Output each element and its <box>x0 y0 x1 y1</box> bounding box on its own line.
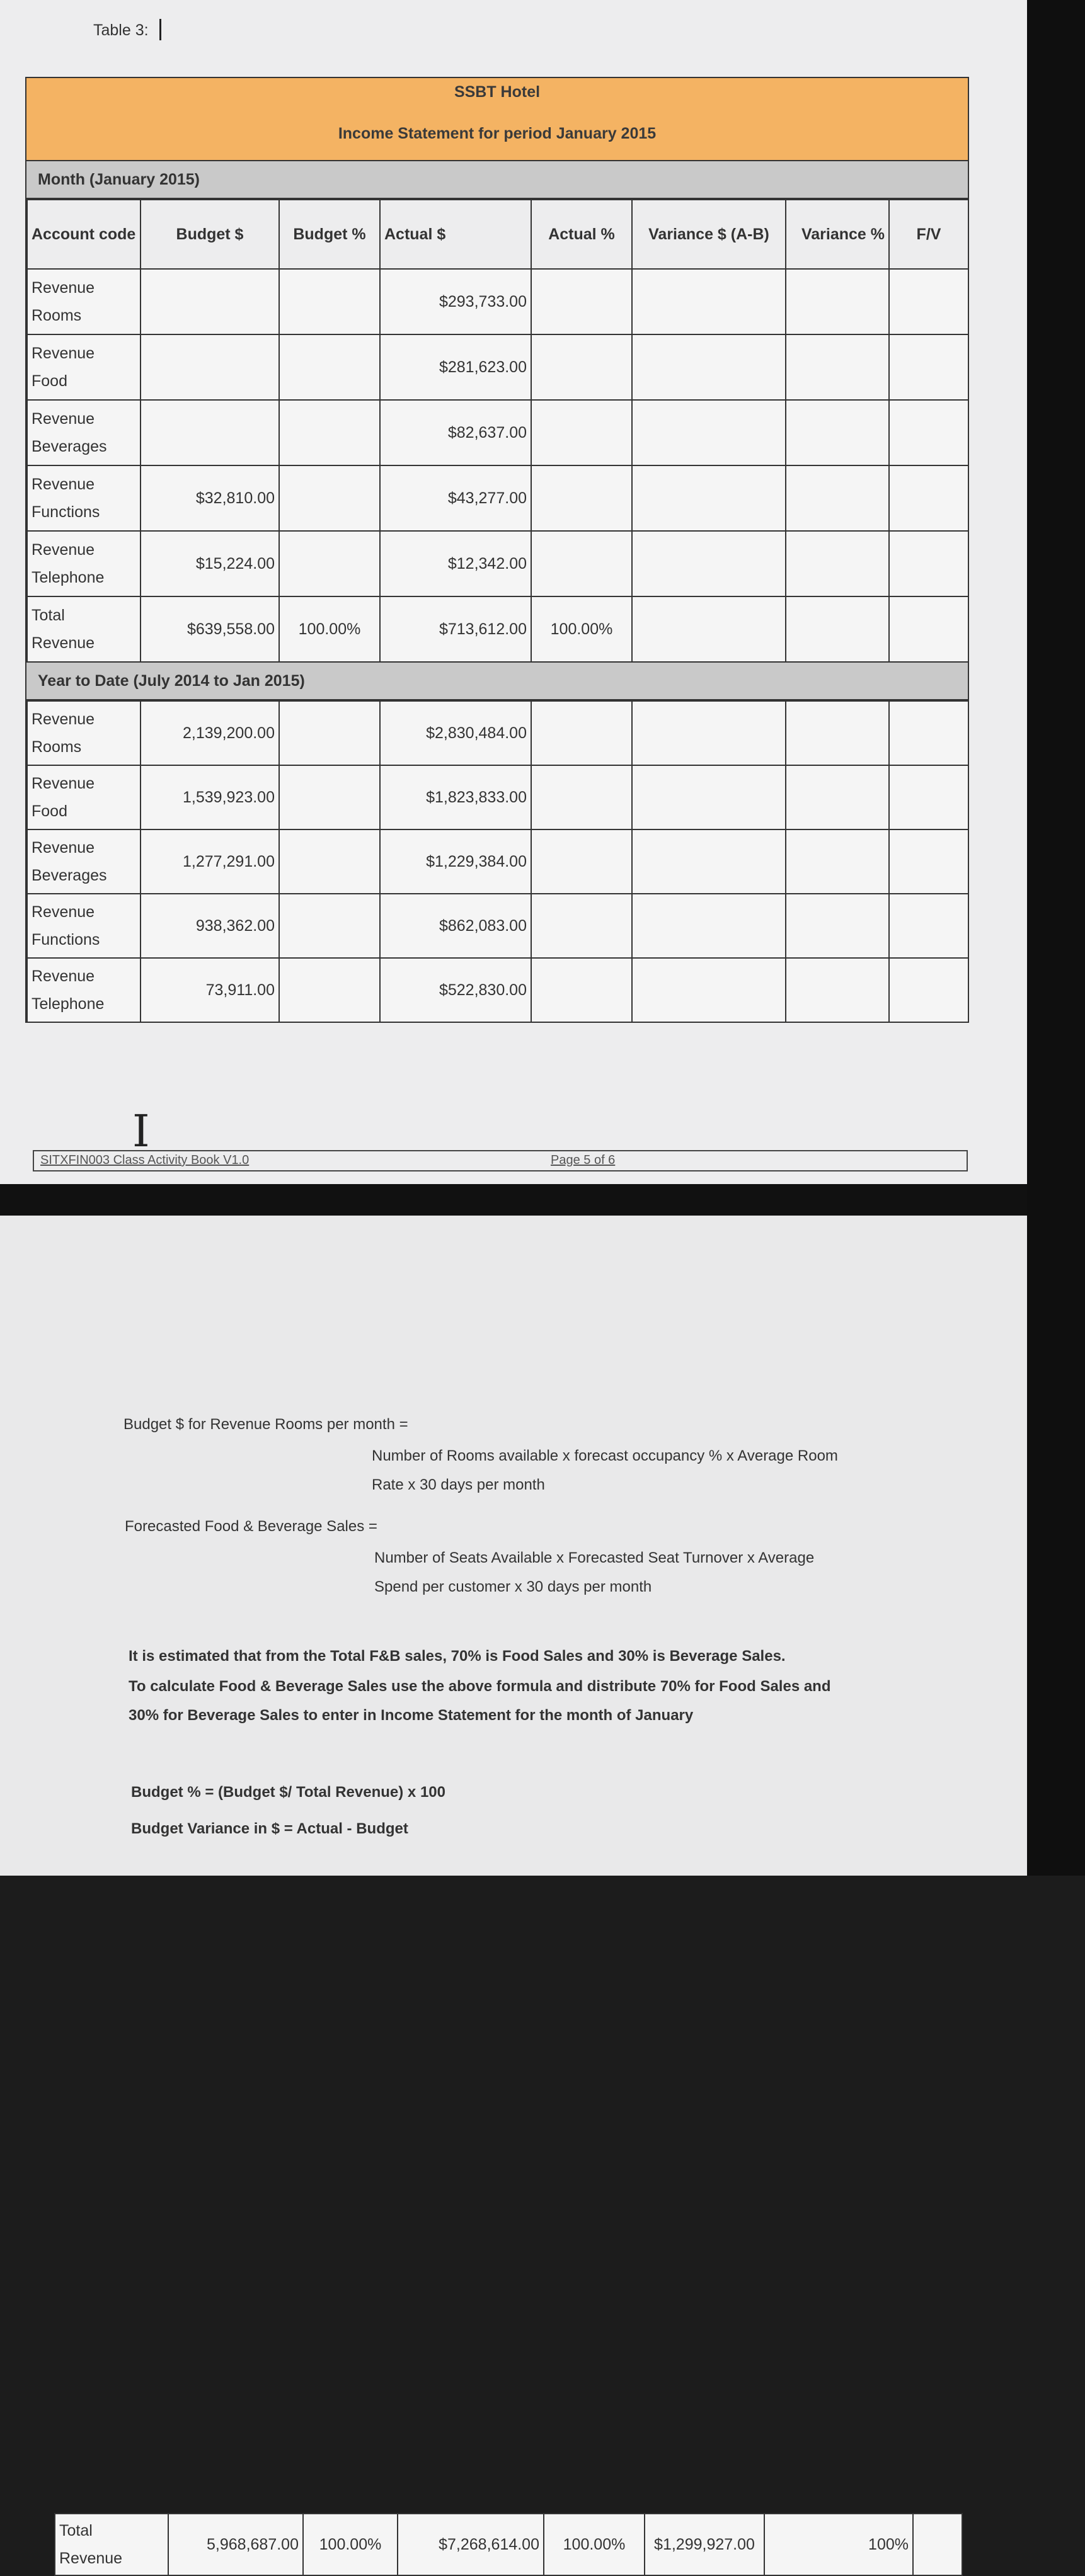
ytd-row-actual: $862,083.00 <box>380 894 531 958</box>
rooms-formula-line-1: Number of Rooms available x forecast occupancy % x Average Room <box>372 1447 838 1464</box>
ytd-total-fv <box>913 2514 962 2575</box>
month-row-actual: $43,277.00 <box>380 465 531 531</box>
month-row-actual-pct <box>531 334 632 400</box>
footer-page-number: Page 5 of 6 <box>551 1153 616 1167</box>
fb-formula-line-2: Spend per customer x 30 days per month <box>374 1578 652 1595</box>
month-row-variance <box>632 465 786 531</box>
budget-pct-formula: Budget % = (Budget $/ Total Revenue) x 100 <box>131 1784 445 1801</box>
ytd-row-fv <box>889 829 968 894</box>
ytd-row <box>27 765 968 829</box>
month-section-header: Month (January 2015) <box>26 161 968 199</box>
ytd-row-budget-pct <box>279 958 380 1022</box>
month-row-budget-pct <box>279 465 380 531</box>
ytd-row-variance-pct <box>786 701 889 765</box>
month-row-budget <box>141 269 279 334</box>
month-row-variance-pct <box>786 465 889 531</box>
month-row-actual-pct: 100.00% <box>531 596 632 662</box>
ytd-row-budget-pct <box>279 894 380 958</box>
ytd-row-budget-pct <box>279 701 380 765</box>
ytd-row-account: Revenue Functions <box>27 894 141 958</box>
month-row-actual-pct <box>531 400 632 465</box>
fb-formula-line-1: Number of Seats Available x Forecasted Seat Turnover x Average <box>374 1549 815 1566</box>
month-row-variance <box>632 596 786 662</box>
ytd-row-variance-pct <box>786 829 889 894</box>
ytd-row <box>27 829 968 894</box>
ytd-total-budget-pct: 100.00% <box>303 2514 398 2575</box>
ytd-row-variance-pct <box>786 894 889 958</box>
ytd-total-row <box>54 2513 962 2576</box>
col-variance-pct: Variance % <box>786 200 889 269</box>
ytd-row-variance <box>632 829 786 894</box>
month-row-fv <box>889 596 968 662</box>
month-row-actual-pct <box>531 531 632 596</box>
ytd-row-budget: 938,362.00 <box>141 894 279 958</box>
split-note-line-3: 30% for Beverage Sales to enter in Income Statement for the month of January <box>129 1707 694 1724</box>
month-row-variance-pct <box>786 334 889 400</box>
ytd-total-variance: $1,299,927.00 <box>645 2514 764 2575</box>
ytd-total-label: Total Revenue <box>55 2514 168 2575</box>
month-row-actual: $12,342.00 <box>380 531 531 596</box>
ytd-row-budget: 2,139,200.00 <box>141 701 279 765</box>
fb-forecast-heading: Forecasted Food & Beverage Sales = <box>125 1518 377 1535</box>
ytd-row-actual-pct <box>531 765 632 829</box>
month-row-account: Revenue Functions <box>27 465 141 531</box>
month-row-budget-pct <box>279 334 380 400</box>
month-row-variance <box>632 334 786 400</box>
col-actual: Actual $ <box>380 200 531 269</box>
ytd-row-actual-pct <box>531 894 632 958</box>
ytd-section-header: Year to Date (July 2014 to Jan 2015) <box>26 663 968 700</box>
month-row-account: Revenue Rooms <box>27 269 141 334</box>
ytd-row-actual-pct <box>531 701 632 765</box>
ytd-total-variance-pct: 100% <box>764 2514 913 2575</box>
rooms-formula-line-2: Rate x 30 days per month <box>372 1476 545 1493</box>
ytd-table <box>26 700 969 1023</box>
month-row-actual: $281,623.00 <box>380 334 531 400</box>
ytd-row-actual-pct <box>531 829 632 894</box>
month-row-variance <box>632 400 786 465</box>
income-statement-table <box>25 77 969 1023</box>
page-break <box>0 1184 1085 1216</box>
ytd-row-account: Revenue Rooms <box>27 701 141 765</box>
month-row <box>27 269 968 334</box>
month-table <box>26 199 969 663</box>
month-row-budget <box>141 400 279 465</box>
ytd-row-variance <box>632 701 786 765</box>
month-row-variance-pct <box>786 269 889 334</box>
ytd-row-actual: $2,830,484.00 <box>380 701 531 765</box>
ytd-row-fv <box>889 765 968 829</box>
ytd-row-fv <box>889 958 968 1022</box>
month-row-variance-pct <box>786 531 889 596</box>
split-note-line-1: It is estimated that from the Total F&B sales, 70% is Food Sales and 30% is Beverage Sales. <box>129 1648 786 1665</box>
month-row-fv <box>889 334 968 400</box>
ytd-row-account: Revenue Telephone <box>27 958 141 1022</box>
statement-title: Income Statement for period January 2015 <box>338 125 657 142</box>
text-cursor <box>159 19 161 40</box>
month-row-budget-pct <box>279 531 380 596</box>
month-row <box>27 400 968 465</box>
col-budget-pct: Budget % <box>279 200 380 269</box>
ytd-row-variance <box>632 958 786 1022</box>
month-row-actual: $82,637.00 <box>380 400 531 465</box>
month-row-budget: $32,810.00 <box>141 465 279 531</box>
ytd-row-fv <box>889 894 968 958</box>
column-header-row <box>27 200 968 269</box>
month-row-budget: $15,224.00 <box>141 531 279 596</box>
ytd-total-budget: 5,968,687.00 <box>168 2514 303 2575</box>
ytd-row-budget-pct <box>279 829 380 894</box>
month-row-actual-pct <box>531 465 632 531</box>
month-row-fv <box>889 400 968 465</box>
document-page-2 <box>0 1216 1027 2567</box>
month-row-actual: $293,733.00 <box>380 269 531 334</box>
month-row-variance <box>632 269 786 334</box>
footer-course-code: SITXFIN003 Class Activity Book V1.0 <box>40 1153 250 1167</box>
ytd-row <box>27 701 968 765</box>
col-fv: F/V <box>889 200 968 269</box>
col-actual-pct: Actual % <box>531 200 632 269</box>
month-row-account: Revenue Telephone <box>27 531 141 596</box>
ytd-row-fv <box>889 701 968 765</box>
ytd-row-account: Revenue Food <box>27 765 141 829</box>
month-row-fv <box>889 465 968 531</box>
ytd-row-budget: 1,539,923.00 <box>141 765 279 829</box>
ytd-total-actual-pct: 100.00% <box>544 2514 645 2575</box>
ytd-row-budget: 1,277,291.00 <box>141 829 279 894</box>
month-row-account: Revenue Beverages <box>27 400 141 465</box>
ytd-row-variance <box>632 894 786 958</box>
ytd-row <box>27 894 968 958</box>
month-row-actual: $713,612.00 <box>380 596 531 662</box>
month-row-budget: $639,558.00 <box>141 596 279 662</box>
month-row-account: Total Revenue <box>27 596 141 662</box>
month-row-variance <box>632 531 786 596</box>
ytd-total-actual: $7,268,614.00 <box>398 2514 544 2575</box>
page-footer <box>33 1150 968 1171</box>
ytd-row-budget: 73,911.00 <box>141 958 279 1022</box>
month-row-variance-pct <box>786 400 889 465</box>
ytd-row-variance-pct <box>786 958 889 1022</box>
month-row-budget <box>141 334 279 400</box>
month-row-budget-pct <box>279 400 380 465</box>
ytd-row-budget-pct <box>279 765 380 829</box>
month-row-budget-pct <box>279 269 380 334</box>
i-beam-cursor-icon: Ι <box>132 1105 150 1157</box>
ytd-row-actual-pct <box>531 958 632 1022</box>
month-row <box>27 531 968 596</box>
variance-formula: Budget Variance in $ = Actual - Budget <box>131 1820 408 1837</box>
ytd-row <box>27 958 968 1022</box>
col-variance: Variance $ (A-B) <box>632 200 786 269</box>
ytd-row-account: Revenue Beverages <box>27 829 141 894</box>
month-row-fv <box>889 269 968 334</box>
ytd-row-variance-pct <box>786 765 889 829</box>
table-label: Table 3: <box>93 21 149 39</box>
col-budget: Budget $ <box>141 200 279 269</box>
month-row-fv <box>889 531 968 596</box>
month-row <box>27 465 968 531</box>
document-page-1 <box>0 0 1027 1184</box>
col-account-code: Account code <box>27 200 141 269</box>
month-row-actual-pct <box>531 269 632 334</box>
month-row-account: Revenue Food <box>27 334 141 400</box>
ytd-row-actual: $522,830.00 <box>380 958 531 1022</box>
month-row-variance-pct <box>786 596 889 662</box>
hotel-name: SSBT Hotel <box>454 83 541 101</box>
statement-header <box>26 78 968 161</box>
ytd-row-actual: $1,229,384.00 <box>380 829 531 894</box>
month-row <box>27 596 968 662</box>
ytd-row-actual: $1,823,833.00 <box>380 765 531 829</box>
month-row <box>27 334 968 400</box>
screen-edge <box>1027 0 1085 1876</box>
rooms-budget-heading: Budget $ for Revenue Rooms per month = <box>123 1416 408 1433</box>
month-row-budget-pct: 100.00% <box>279 596 380 662</box>
split-note-line-2: To calculate Food & Beverage Sales use the above formula and distribute 70% for Food Sales and <box>129 1678 831 1695</box>
ytd-row-variance <box>632 765 786 829</box>
